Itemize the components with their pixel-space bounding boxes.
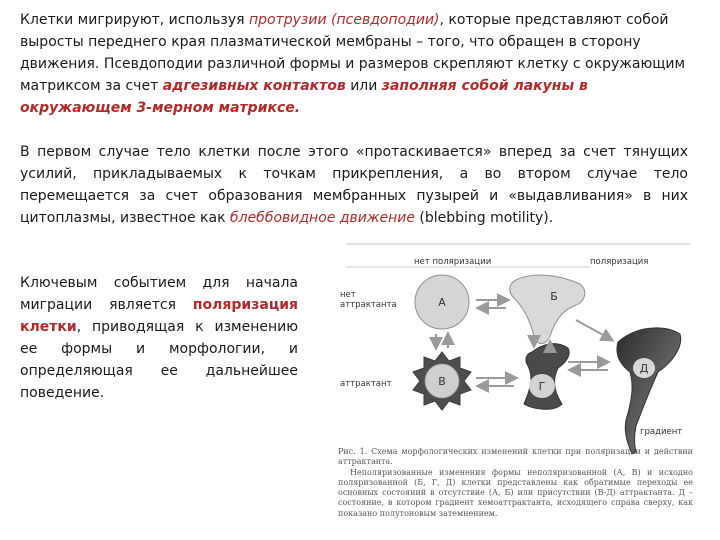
gradient-label: градиент <box>640 427 683 437</box>
cell-g-label: Г <box>538 380 546 393</box>
cell-b-polarized <box>510 275 585 343</box>
polarization-paragraph <box>20 272 298 404</box>
text-span: (blebbing motility). <box>414 210 554 226</box>
text-span: или <box>345 78 382 94</box>
cell-a-label: А <box>438 296 446 309</box>
term-blebbing: блеббовидное движение <box>229 210 415 226</box>
text-span: Клетки мигрируют, используя <box>20 12 249 28</box>
intro-paragraph <box>20 9 700 119</box>
row1-label-line1: нет <box>340 290 356 300</box>
header-no-polarization: нет поляризации <box>414 257 492 267</box>
cell-v-label: В <box>438 375 446 388</box>
text-span: Ключевым событием для начала миграции является <box>20 275 298 313</box>
cell-b-label: Б <box>550 290 558 303</box>
term-protrusions: протрузии (псевдоподии) <box>249 12 440 28</box>
header-polarization: поляризация <box>590 257 649 267</box>
caption-title: Рис. 1. Схема морфологических изменений клетки при поляризации и действии аттрактанта. <box>338 447 693 467</box>
movement-paragraph <box>20 141 688 229</box>
cell-d-label: Д <box>639 362 649 375</box>
term-adhesive-contacts: адгезивных контактов <box>162 78 346 94</box>
term-polarization: поляризация клетки <box>20 297 298 335</box>
text-span: , которые представляют собой выросты переднего края плазматической мембраны – того, что обращен в сторону движения. Псевдоподии различной формы и размеров скрепляют клетку с окружающим матриксом за счет <box>20 12 686 94</box>
text-span: В первом случае тело клетки после этого «протаскивается» вперед за счет тянущих усилий, прикладываемых к точкам прикрепления, а во втором случае тело перемещается за счет образования мембранных пузырей и «выдавливания» в них цитоплазмы, известное как <box>20 144 688 226</box>
term-filling-lacunae: заполняя собой лакуны в окружающем 3-мерном матриксе. <box>20 78 588 116</box>
figure-caption <box>338 447 693 529</box>
arrow-b-to-d <box>576 320 612 340</box>
row1-label-line2: аттрактанта <box>340 300 397 310</box>
row2-label: аттрактант <box>340 379 392 389</box>
text-span: , приводящая к изменению ее формы и морфологии, и определяющая ее дальнейшее поведение. <box>20 319 298 401</box>
caption-body: Неполяризованные изменения формы неполяризованной (А, В) и исходно поляризованной (Б, Г, Д) клетки представлены как обратимые переходы ее основных состояний в отсутствие (А, Б) или присутствии (В-Д) аттрактанта. Д – состояние, в котором градиент хемоаттрактанта, исходящего справа сверху, как показано полутоновым затемнением. <box>338 467 693 518</box>
